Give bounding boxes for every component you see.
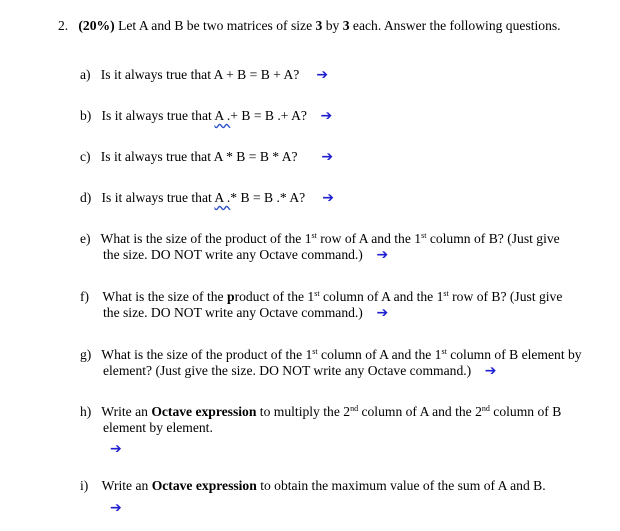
- ordinal-suffix: st: [311, 231, 317, 240]
- item-h-text: column of A and the 2: [358, 404, 482, 419]
- item-i-text: Write an: [101, 478, 152, 493]
- item-f-bold-text: p: [227, 289, 235, 304]
- item-c-text: Is it always true that A * B = B * A?: [100, 149, 298, 164]
- item-i: [80, 478, 546, 494]
- question-weight: (20%): [78, 18, 115, 33]
- item-h-line2: [103, 420, 213, 436]
- item-g: [80, 347, 582, 363]
- item-a: [80, 67, 328, 83]
- item-e-label: e): [80, 231, 91, 246]
- ordinal-suffix: nd: [481, 404, 490, 413]
- question-number: 2.: [58, 18, 69, 33]
- arrow-icon: ➔: [320, 108, 333, 124]
- ordinal-suffix: st: [443, 289, 449, 298]
- item-a-label: a): [80, 67, 91, 82]
- item-b-spellcheck-text: A .: [214, 108, 231, 123]
- arrow-icon: ➔: [376, 247, 389, 263]
- arrow-icon: ➔: [316, 67, 329, 83]
- item-h-text: Write an: [101, 404, 152, 419]
- item-e-text: row of A and the 1: [316, 231, 422, 246]
- item-h: [80, 404, 561, 420]
- arrow-icon: ➔: [110, 441, 122, 457]
- item-f-text: What is the size of the: [102, 289, 227, 304]
- item-h-bold-text: Octave expression: [151, 404, 257, 419]
- item-f-text: row of B? (Just give: [448, 289, 563, 304]
- ordinal-suffix: st: [314, 289, 320, 298]
- arrow-icon: ➔: [376, 305, 389, 321]
- item-e-text: What is the size of the product of the 1: [100, 231, 312, 246]
- question-text-by: by: [325, 18, 340, 33]
- item-i-label: i): [80, 478, 89, 493]
- item-i-text: to obtain the maximum value of the sum of A and B.: [256, 478, 546, 493]
- item-g-text: What is the size of the product of the 1: [101, 347, 313, 362]
- ordinal-suffix: st: [441, 347, 447, 356]
- item-g-line2: [103, 363, 497, 379]
- question-text-a: Let A and B be two matrices of size: [118, 18, 313, 33]
- ordinal-suffix: st: [421, 231, 427, 240]
- arrow-icon: ➔: [322, 190, 334, 206]
- item-g-text: element? (Just give the size. DO NOT write any Octave command.): [103, 363, 472, 378]
- question-header: [58, 18, 561, 34]
- item-f-line2: [103, 305, 388, 321]
- item-d-text-post: * B = B .* A?: [230, 190, 306, 205]
- item-b: [80, 108, 332, 124]
- item-f-text: roduct of the 1: [234, 289, 315, 304]
- matrix-cols: 3: [342, 18, 350, 33]
- arrow-icon: ➔: [484, 363, 497, 379]
- item-f-text: column of A and the 1: [319, 289, 444, 304]
- item-d-text-pre: Is it always true that: [101, 190, 212, 205]
- item-f-label: f): [80, 289, 90, 304]
- item-c: [80, 149, 333, 165]
- item-d-spellcheck-text: A .: [214, 190, 231, 205]
- item-a-text: Is it always true that A + B = B + A?: [100, 67, 300, 82]
- item-g-label: g): [80, 347, 92, 362]
- arrow-icon: ➔: [110, 500, 122, 516]
- item-f-text: the size. DO NOT write any Octave command.): [103, 305, 363, 320]
- item-e: [80, 231, 560, 247]
- ordinal-suffix: nd: [350, 404, 359, 413]
- item-h-text: element by element.: [103, 420, 213, 435]
- item-i-bold-text: Octave expression: [151, 478, 257, 493]
- item-i-answer-line: [110, 500, 122, 516]
- item-g-text: column of A and the 1: [317, 347, 442, 362]
- arrow-icon: ➔: [321, 149, 334, 165]
- item-h-answer-line: [110, 441, 122, 457]
- item-h-label: h): [80, 404, 92, 419]
- item-h-text: column of B: [489, 404, 562, 419]
- item-c-label: c): [80, 149, 91, 164]
- item-d-label: d): [80, 190, 92, 205]
- item-e-line2: [103, 247, 388, 263]
- matrix-rows: 3: [315, 18, 323, 33]
- item-b-text-post: + B = B .+ A?: [230, 108, 307, 123]
- item-b-text-pre: Is it always true that: [101, 108, 212, 123]
- item-g-text: column of B element by: [446, 347, 582, 362]
- item-d: [80, 190, 334, 206]
- question-text-b: each. Answer the following questions.: [352, 18, 561, 33]
- item-b-label: b): [80, 108, 92, 123]
- ordinal-suffix: st: [312, 347, 318, 356]
- item-h-text: to multiply the 2: [256, 404, 351, 419]
- item-e-text: column of B? (Just give: [426, 231, 560, 246]
- item-e-text: the size. DO NOT write any Octave command.): [103, 247, 363, 262]
- item-f: [80, 289, 562, 305]
